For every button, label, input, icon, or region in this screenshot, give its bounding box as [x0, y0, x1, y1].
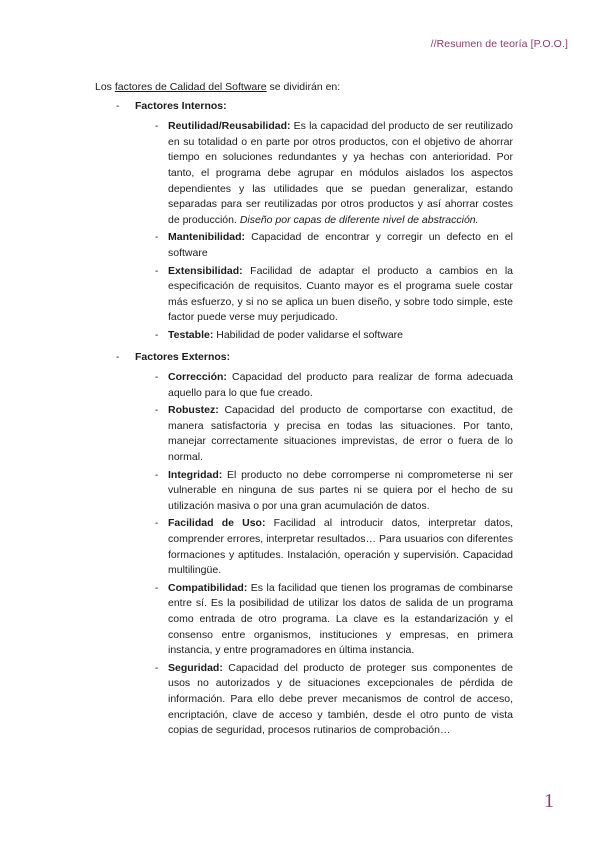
factor-note: Diseño por capas de diferente nivel de abstracción.	[239, 213, 479, 226]
dash-bullet-icon: -	[155, 582, 159, 594]
page-number: 1	[544, 790, 554, 812]
factor-term: Reutilidad/Reusabilidad:	[168, 120, 291, 133]
intro-underlined-term: factores de Calidad del Software	[114, 81, 267, 93]
factor-item	[155, 468, 513, 515]
factor-term: Extensibilidad:	[168, 264, 243, 277]
group-title: Factores Internos:	[135, 99, 227, 112]
factor-item	[155, 264, 513, 326]
factor-item	[155, 370, 513, 401]
factor-description: El producto no debe corromperse ni comprometerse ni ser vulnerable en ninguna de sus partes ni se quiera por el hecho de su utilización masiva o por una gran acumulación de datos.	[168, 468, 513, 512]
running-header: //Resumen de teoría [P.O.O.]	[430, 38, 568, 50]
factor-term: Mantenibilidad:	[168, 231, 245, 244]
factor-item	[155, 661, 513, 739]
factor-item	[155, 581, 513, 659]
factor-item	[155, 328, 513, 344]
factor-term: Seguridad:	[168, 661, 223, 674]
intro-prefix: Los	[95, 81, 115, 93]
dash-bullet-icon: -	[155, 232, 159, 244]
factor-item	[155, 230, 513, 261]
dash-bullet-icon: -	[155, 662, 159, 674]
dash-bullet-icon: -	[116, 351, 120, 363]
dash-bullet-icon: -	[155, 469, 159, 481]
factor-term: Facilidad de Uso:	[168, 517, 266, 530]
factor-term: Integridad:	[168, 468, 223, 481]
group-title: Factores Externos:	[135, 350, 231, 363]
factor-description: Capacidad del producto de comportarse con exactitud, de manera satisfactoria y precisa en todas las situaciones. Por tanto, manejar correctamente situaciones imprevistas, de error o fuera de lo normal.	[168, 404, 513, 464]
dash-bullet-icon: -	[155, 265, 159, 277]
factor-description: Facilidad al introducir datos, interpretar datos, comprender errores, interpretar resultados… Para usuarios con diferentes formaciones y aptitudes. Instalación, operación y supervisión. Capacidad multilingüe.	[168, 517, 513, 577]
dash-bullet-icon: -	[155, 372, 159, 384]
factor-term: Robustez:	[168, 404, 219, 417]
factor-description: Es la facilidad que tienen los programas de combinarse entre sí. Es la posibilidad de utilizar los datos de salida de un programa como entrada de otro programa. La clave es la estandarización y el consenso entre organismos, instituciones y empresas, en primera instancia, y entre programadores en última instancia.	[168, 581, 513, 657]
factor-description: Facilidad de adaptar el producto a cambios en la especificación de requisitos. Cuanto mayor es el programa suele costar más esfuerzo, y si no se aplica un buen diseño, y sobre todo simple, este factor puede verse muy perjudicado.	[168, 264, 513, 324]
factor-description: Es la capacidad del producto de ser reutilizado en su totalidad o en parte por otros productos, con el objetivo de ahorrar tiempo en soluciones redundantes y ya hechas con anterioridad. Por tanto, el programa debe agrupar en módulos aislados los aspectos dependientes y las utilidades que se puedan generalizar, estando separadas para ser reutilizadas por otros productos y así ahorrar costes de producción.	[168, 120, 513, 226]
factor-item	[155, 516, 513, 578]
factor-description: Habilidad de poder validarse el software	[213, 328, 404, 341]
dash-bullet-icon: -	[155, 518, 159, 530]
document-body	[95, 80, 513, 745]
factor-description: Capacidad del producto para realizar de forma adecuada aquello para lo que fue creado.	[168, 371, 513, 399]
factor-group	[95, 99, 513, 344]
factor-term: Testable:	[168, 328, 214, 341]
factor-term: Corrección:	[168, 371, 227, 384]
factor-description: Capacidad de encontrar y corregir un defecto en el software	[168, 231, 513, 259]
dash-bullet-icon: -	[155, 121, 159, 133]
dash-bullet-icon: -	[155, 329, 159, 341]
dash-bullet-icon: -	[116, 100, 120, 112]
factor-item	[155, 119, 513, 228]
factor-list	[155, 119, 513, 343]
factor-groups	[95, 99, 513, 739]
factor-list	[155, 370, 513, 739]
factor-term: Compatibilidad:	[168, 581, 248, 594]
factor-group	[95, 350, 513, 739]
dash-bullet-icon: -	[155, 405, 159, 417]
intro-suffix: se dividirán en:	[266, 81, 341, 93]
factor-item	[155, 403, 513, 465]
intro-paragraph	[95, 80, 513, 96]
factor-description: Capacidad del producto de proteger sus componentes de usos no autorizados y de situaciones excepcionales de pérdida de información. Para ello debe prever mecanismos de control de acceso, encriptación, clave de acceso y también, desde el otro punto de vista copias de seguridad, procesos rutinarios de comprobación…	[168, 661, 513, 737]
